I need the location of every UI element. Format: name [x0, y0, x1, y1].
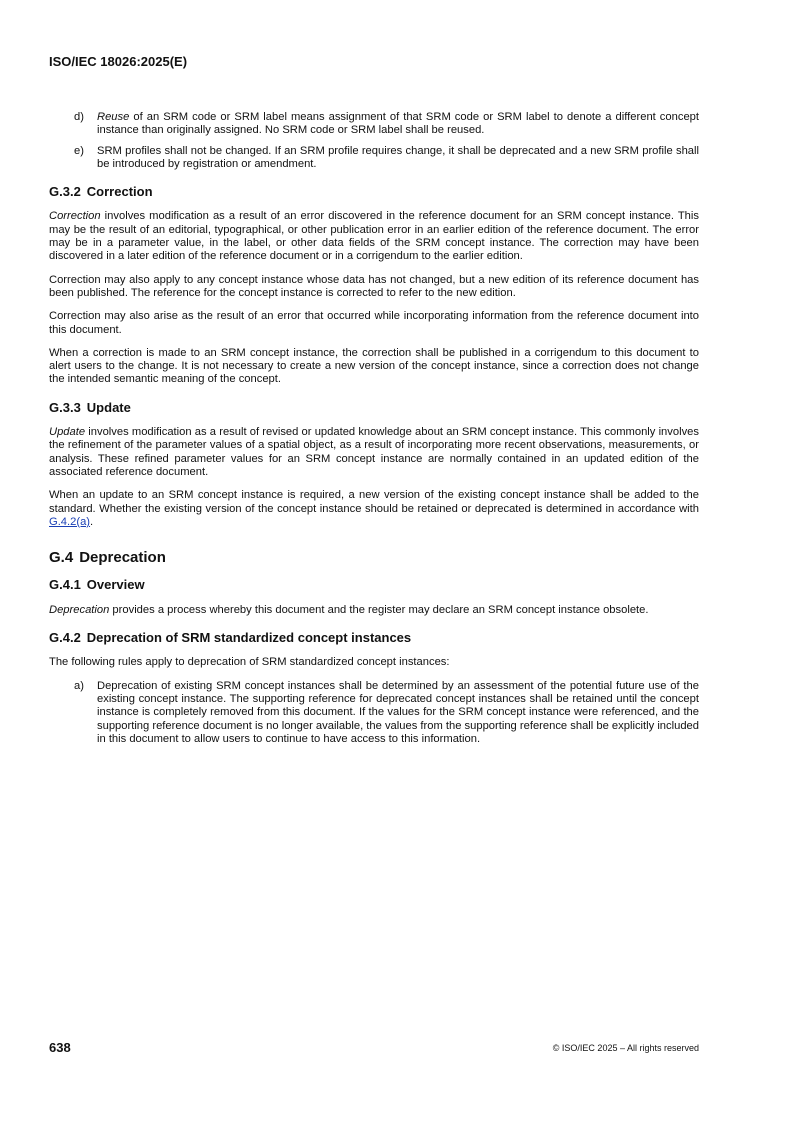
list-text: [97, 111, 699, 138]
paragraph: Correction may also apply to any concept instance whose data has not changed, but a new edition of its reference document has been published. The reference for the concept instance is corrected to refer to the new edition.: [49, 273, 699, 299]
section-number: G.3.2: [49, 184, 81, 200]
paragraph: [49, 489, 699, 529]
section-number: G.4: [49, 549, 74, 567]
paragraph: When a correction is made to an SRM concept instance, the correction shall be published in a corrigendum to this document to alert users to the change. It is not necessary to create a new version of the concept instance, since a correction does not change the intended semantic meaning of the concept.: [49, 346, 699, 386]
section-number: G.4.1: [49, 577, 81, 593]
paragraph-text: provides a process whereby this document and the register may declare an SRM concept instance obsolete.: [109, 603, 649, 616]
section-title: Deprecation of SRM standardized concept instances: [86, 630, 412, 646]
paragraph: Correction may also arise as the result of an error that occurred while incorporating information from the reference document into this document.: [49, 310, 699, 336]
heading-g4: [49, 549, 699, 567]
document-header: ISO/IEC 18026:2025(E): [49, 54, 188, 69]
paragraph-text: involves modification as a result of revised or updated knowledge about an SRM concept instance. This commonly involves the refinement of the parameter values of a spatial object, as a result of incorporating more recent observations, measurements, or analysis. These refined parameter values for an SRM concept instance are normally contained in an updated edition of the associated reference document.: [49, 426, 699, 478]
list-label: a): [74, 679, 84, 692]
link-g42a[interactable]: G.4.2(a): [49, 515, 91, 528]
list-text: SRM profiles shall not be changed. If an SRM profile requires change, it shall be deprecated and a new SRM profile shall be introduced by registration or amendment.: [97, 144, 699, 170]
list-label: d): [74, 111, 84, 123]
paragraph-text: involves modification as a result of an error discovered in the reference document for an SRM concept instance. This may be the result of an editorial, typographical, or other publication error in an earlier edition of the reference document. The error may be in a parameter value, in the label, or other data fields of the SRM concept instance. The correction may have been discovered in a later edition of the reference document or in a corrigendum to the earlier edition.: [49, 210, 699, 263]
list-label: e): [74, 144, 84, 157]
term-deprecation: Deprecation: [49, 603, 110, 616]
list-text: Deprecation of existing SRM concept instances shall be determined by an assessment of the potential future use of the existing concept instance. The supporting reference for deprecated concept instances shall be retained until the concept instance is completely removed from this document. If the values for the SRM concept instance were referenced, and the supporting reference document is no longer available, the values from the supporting reference shall be explicitly included in this document to allow users to continue to have access to this information.: [97, 679, 699, 745]
heading-g332: [49, 185, 699, 198]
paragraph: [49, 426, 699, 479]
page-number: 638: [49, 1040, 71, 1055]
section-title: Correction: [86, 184, 153, 200]
list-item-d: [49, 111, 699, 138]
heading-g41: [49, 578, 699, 591]
heading-g42: [49, 631, 699, 644]
section-number: G.4.2: [49, 630, 81, 646]
section-title: Overview: [86, 577, 145, 593]
list-text-body: of an SRM code or SRM label means assignment of that SRM code or SRM label to denote a different concept instance than originally assigned. No SRM code or SRM label shall be reused.: [97, 111, 699, 137]
copyright-notice: © ISO/IEC 2025 – All rights reserved: [552, 1043, 699, 1053]
paragraph: [49, 210, 699, 263]
list-item-a: [49, 680, 699, 746]
paragraph-text: .: [90, 515, 94, 528]
term-correction: Correction: [49, 210, 101, 223]
term-update: Update: [49, 426, 86, 439]
list-item-e: [49, 145, 699, 172]
section-title: Deprecation: [79, 549, 166, 567]
document-body: [49, 111, 699, 753]
section-title: Update: [86, 399, 131, 415]
paragraph: [49, 604, 699, 617]
paragraph: The following rules apply to deprecation of SRM standardized concept instances:: [49, 656, 450, 669]
paragraph-text: When an update to an SRM concept instance is required, a new version of the existing concept instance shall be added to the standard. Whether the existing version of the concept instance should be retained or deprecated is determined in accordance with: [49, 489, 699, 515]
section-number: G.3.3: [49, 399, 81, 415]
heading-g333: [49, 401, 699, 414]
term-reuse: Reuse: [97, 111, 130, 123]
